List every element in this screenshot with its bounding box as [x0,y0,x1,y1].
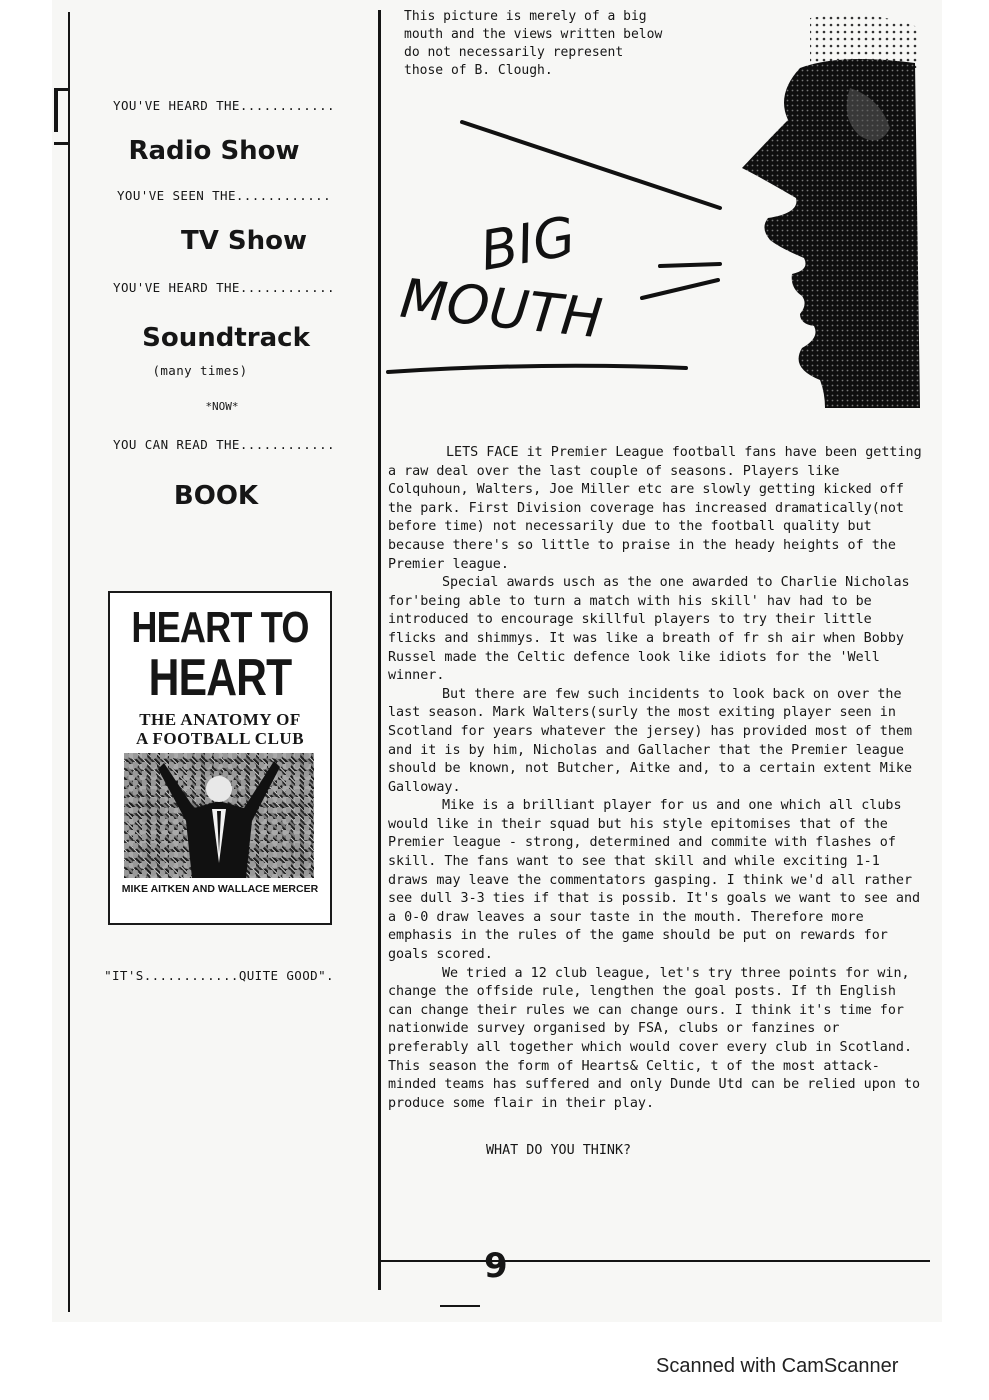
book-title-line2: HEART [148,649,292,707]
celebrating-man-image [124,753,314,878]
promo-now: *NOW* [205,400,239,413]
bottom-rule-short [440,1305,480,1307]
article-paragraph-3: But there are few such incidents to look back on over the last season. Mark Walters(surly the most exiting player seen in Scotland for years whatever the jersey) has provided most of them and it is by him, Nicholas and Gallacher that the Premier league should be known, not Butcher, Aitke and, to a certain extent Mike Galloway. [388,686,913,795]
promo-line-book: YOU CAN READ THE............ [113,437,335,452]
headline-word-mouth: MOUTH [397,266,606,351]
article-paragraph-1: LETS FACE it Premier League football fans have been getting a raw deal over the last couple of seasons. Players like Colquhoun, Walters, Joe Miller etc are slowly getting kicked off the park. First Division coverage has increased dramatically(not before time) not necessarily due to the football quality but because there's so little to praise in the heady heights of the Premier league. [388,445,922,572]
big-mouth-headline [380,90,780,390]
article-closing-question: WHAT DO YOU THINK? [486,1143,632,1158]
promo-many-times: (many times) [152,363,248,378]
disclaimer-caption: This picture is merely of a big mouth and the views written below do not necessarily represent those of B. Clough. [404,9,663,78]
book-subtitle-line2: A FOOTBALL CLUB [135,729,305,748]
promo-quote: "IT'S............QUITE GOOD". [104,968,334,983]
headline-word-big: BIG [475,204,581,283]
promo-book: BOOK [173,481,259,511]
promo-soundtrack: Soundtrack [142,323,310,353]
page-number: 9 [484,1246,508,1286]
promo-radio-show: Radio Show [128,136,300,166]
promo-line-tv: YOU'VE SEEN THE............ [117,188,331,203]
left-bracket-stem [54,88,58,132]
article-paragraph-5: We tried a 12 club league, let's try three points for win, change the offside rule, lengthen the goal posts. If th English can change their rules we can change ours. I think it's time for nationwide survey organised by FSA, clubs or fanzines or preferably all together which would cover every club in Scotland. This season the form of Hearts& Celtic, t of the most attack-minded teams has suffered and only Dunde Utd can be relied upon to produce some flair in their play. [388,965,921,1111]
bottom-rule [380,1260,930,1262]
article-paragraph-2: Special awards usch as the one awarded to Charlie Nicholas for'being able to turn a match with his skill' hav had to be introduced to encourage skillful players to try their little flicks and shimmys. It was like a breath of fr sh air when Bobby Russel made the Celtic defence look like idiots for the 'Well winner. [388,575,910,684]
book-title-line1: HEART TO [131,603,309,652]
book-cover [108,591,332,925]
book-authors: MIKE AITKEN AND WALLACE MERCER [121,883,319,895]
book-subtitle-line1: THE ANATOMY OF [139,710,301,729]
scanner-watermark: Scanned with CamScanner [656,1355,899,1377]
promo-line-radio: YOU'VE HEARD THE............ [113,98,335,113]
promo-tv-show: TV Show [180,226,308,256]
article-body [388,444,926,1113]
article-paragraph-4: Mike is a brilliant player for us and one which all clubs would like in their squad but his style epitomises that of the Premier league - strong, determined and commite with flashes of skill. The fans want to see that skill and while exciting 1-1 draws may leave the commentators gasping. I think we'd all rather see dull 3-3 ties if that is possib. It's goals we want to see and a 0-0 draw leaves a sour taste in the mouth. Therefore more emphasis in the rules of the game should be put on rewards for goals scored. [388,798,921,963]
left-margin-rule [68,12,70,1312]
promo-line-soundtrack: YOU'VE HEARD THE............ [113,280,335,295]
cover-photo [124,753,314,878]
